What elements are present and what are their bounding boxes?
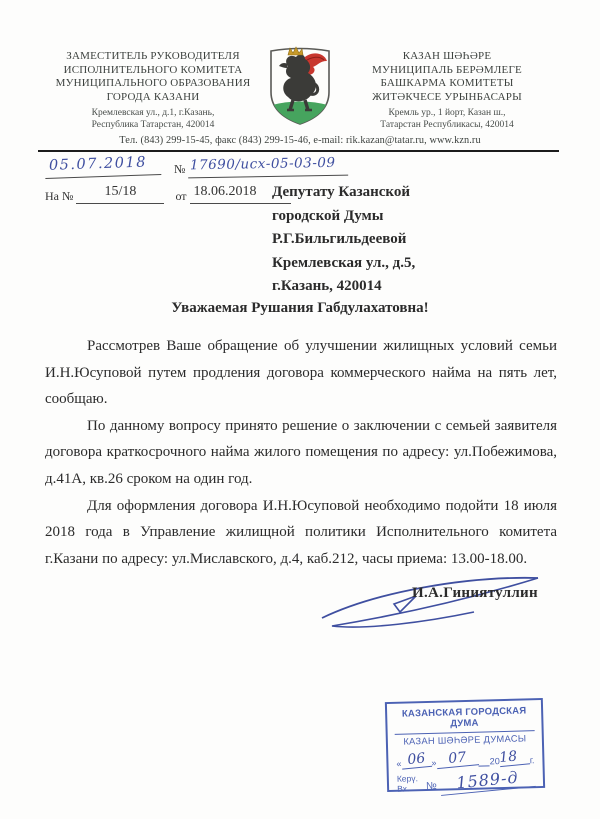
stamp-number-row xyxy=(397,769,536,794)
header-right-org xyxy=(334,50,560,131)
org-title-line: БАШКАРМА КОМИТЕТЫ xyxy=(380,77,514,89)
stamp-title-ru: КАЗАНСКАЯ ГОРОДСКАЯ ДУМА xyxy=(401,705,527,730)
org-address-line: Кремль ур., 1 йорт, Казан ш., xyxy=(388,108,506,118)
stamp-century: 20 xyxy=(489,756,500,767)
incoming-reference-row xyxy=(45,184,291,204)
contact-line: Тел. (843) 299-15-45, факс (843) 299-15-46, e-mail: rik.kazan@tatar.ru, www.kzn.ru xyxy=(119,135,481,146)
incoming-ref-number: 15/18 xyxy=(76,184,164,204)
letter-body xyxy=(45,333,557,572)
org-address-line: Татарстан Республикасы, 420014 xyxy=(380,120,514,130)
body-paragraph: Рассмотрев Ваше обращение об улучшении жилищных условий семьи И.Н.Юсуповой путем продления договора коммерческого найма на пять лет, сообщаю. xyxy=(45,338,557,408)
org-title-line: ГОРОДА КАЗАНИ xyxy=(106,90,200,103)
stamp-in-label-tat: Керү. xyxy=(396,773,419,784)
stamp-year-handwritten: 18 xyxy=(499,747,530,767)
stamp-in-label-rus: Вх. xyxy=(396,782,410,794)
registration-stamp xyxy=(385,698,545,792)
kazan-coat-of-arms-icon xyxy=(268,44,332,128)
salutation: Уважаемая Рушания Габдулахатовна! xyxy=(171,300,429,316)
stamp-date-fill xyxy=(479,765,490,766)
outgoing-number-label: № xyxy=(174,162,186,176)
recipient-line: Депутату Казанской xyxy=(272,184,410,200)
org-title-line: ИСПОЛНИТЕЛЬНОГО КОМИТЕТА xyxy=(63,63,243,76)
signature-stroke-icon xyxy=(316,570,548,638)
stamp-close-quote: » xyxy=(431,757,437,768)
org-address-line: Республика Татарстан, 420014 xyxy=(91,120,215,130)
org-title-line: МУНИЦИПАЛЬНОГО ОБРАЗОВАНИЯ xyxy=(55,77,251,89)
stamp-number-handwritten: 1589-д xyxy=(439,766,536,796)
recipient-line: Р.Г.Бильгильдеевой xyxy=(272,231,407,247)
stamp-date-row xyxy=(396,744,535,769)
outgoing-reference-row xyxy=(45,156,348,177)
stamp-number-label: № xyxy=(425,780,437,793)
header-left-org xyxy=(40,50,266,131)
header-divider xyxy=(38,150,559,152)
body-paragraph: По данному вопросу принято решение о заключении с семьей заявителя договора краткосрочного найма жилого помещения по адресу: ул.Побежимова, д.41А, кв.26 сроком на один год. xyxy=(45,417,557,487)
stamp-day-handwritten: 06 xyxy=(401,750,432,770)
incoming-ref-date: 18.06.2018 xyxy=(190,184,291,204)
body-paragraph: Для оформления договора И.Н.Юсуповой необходимо подойти 18 июля 2018 года в Управление жилищной политики Исполнительного комитета г.Казани по адресу: ул.Миславского, д.4, каб.212, часы приема: 13.00-18.00. xyxy=(45,497,557,567)
org-title-line: ЗАМЕСТИТЕЛЬ РУКОВОДИТЕЛЯ xyxy=(66,50,240,62)
signatory-name: И.А.Гиниятуллин xyxy=(412,585,538,601)
incoming-ref-label: На № xyxy=(45,189,74,203)
stamp-title-tat: КАЗАН ШӘҺӘРЕ ДУМАСЫ xyxy=(403,733,527,747)
outgoing-number-handwritten: 17690/исх-05-03-09 xyxy=(188,155,348,179)
outgoing-date-handwritten: 05.07.2018 xyxy=(45,154,162,179)
org-title-line: МУНИЦИПАЛЬ БЕРӘМЛЕГЕ xyxy=(372,63,522,76)
stamp-year-suffix: г. xyxy=(529,755,535,766)
recipient-line: г.Казань, 420014 xyxy=(272,278,382,294)
stamp-month-handwritten: 07 xyxy=(436,748,479,769)
recipient-line: Кремлевская ул., д.5, xyxy=(272,254,416,271)
org-address-line: Кремлевская ул., д.1, г.Казань, xyxy=(91,108,215,118)
recipient-line: городской Думы xyxy=(272,207,384,224)
recipient-block xyxy=(272,181,502,299)
incoming-from-label: от xyxy=(175,189,187,203)
org-title-line: ЖИТӘКЧЕСЕ УРЫНБАСАРЫ xyxy=(372,90,522,103)
stamp-open-quote: « xyxy=(396,758,402,769)
org-title-line: КАЗАН ШӘҺӘРЕ xyxy=(402,50,492,62)
